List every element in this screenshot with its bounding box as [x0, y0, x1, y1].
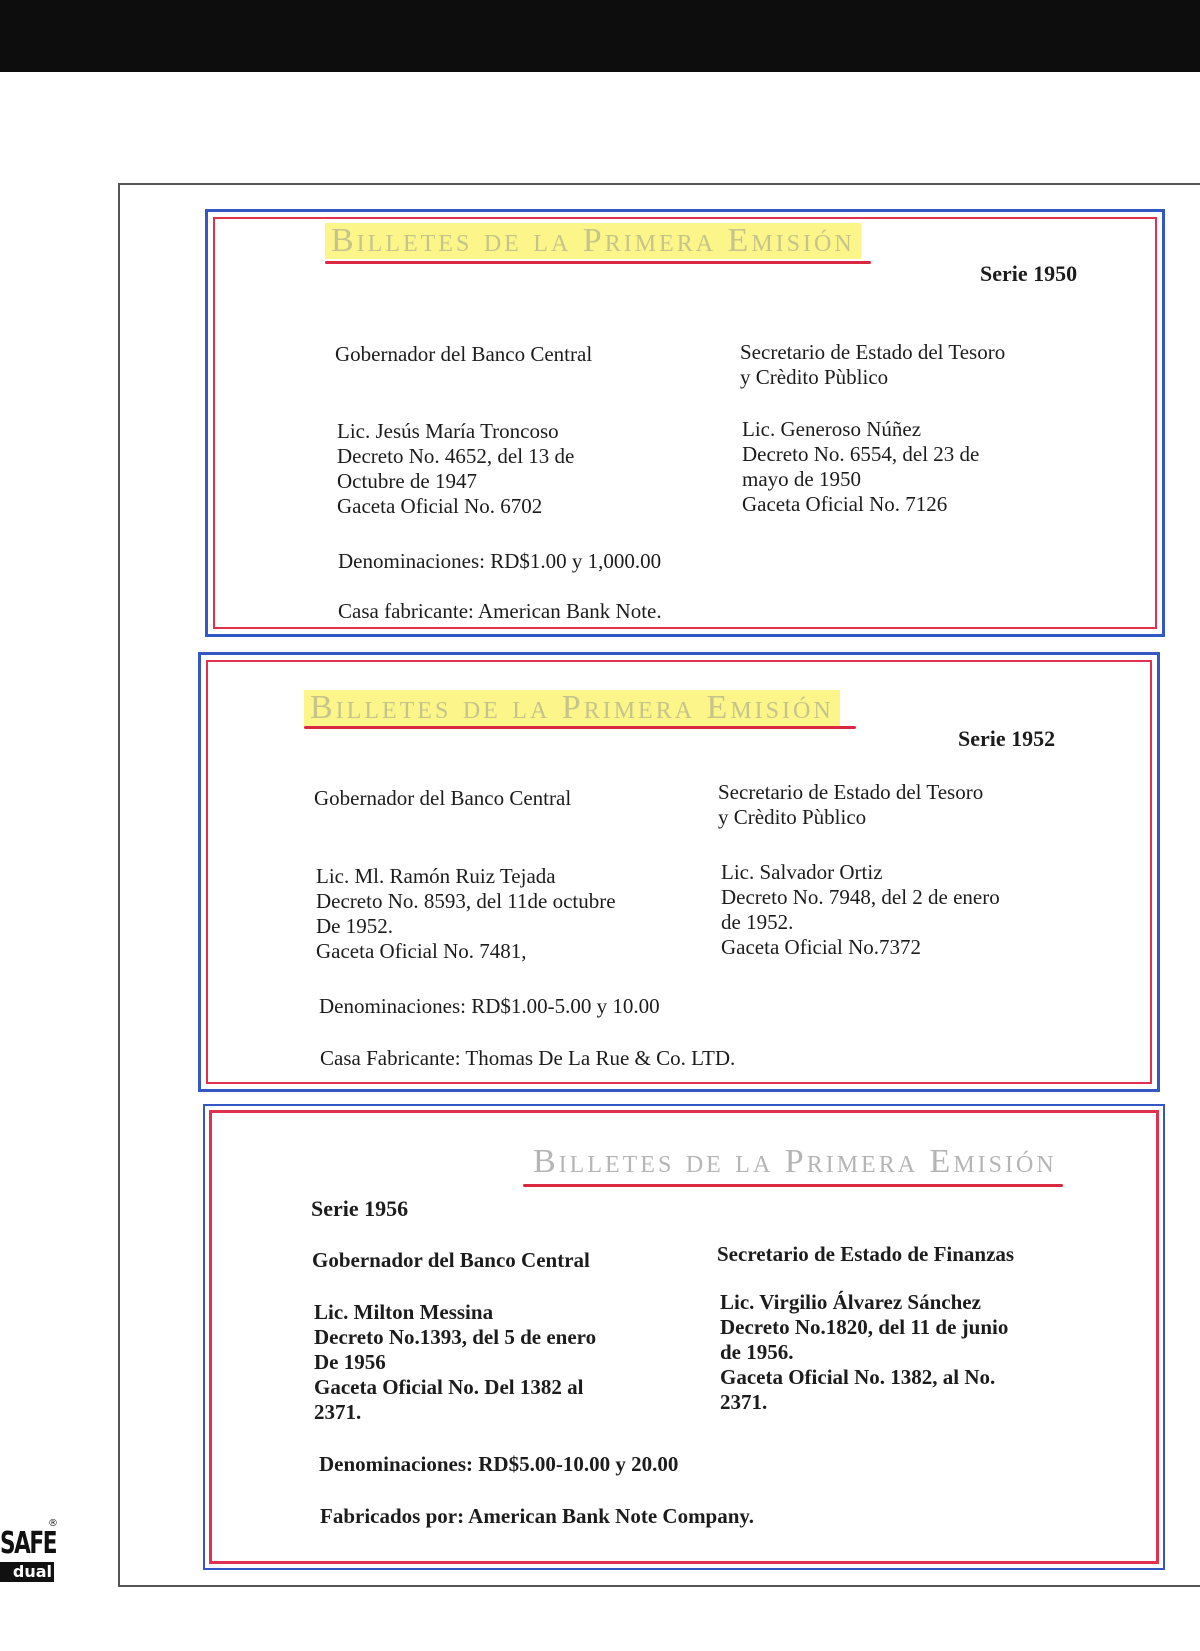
logo-mark: SAFE	[0, 1526, 57, 1561]
left-role: Gobernador del Banco Central	[335, 342, 593, 366]
left-line: Lic. Ml. Ramón Ruiz Tejada	[316, 864, 556, 888]
serie-label: Serie 1952	[958, 726, 1056, 751]
card-heading: Billetes de la Primera Emisión	[533, 1143, 1057, 1180]
denominaciones: Denominaciones: RD$1.00-5.00 y 10.00	[319, 994, 660, 1018]
right-line: Decreto No. 6554, del 23 de	[742, 442, 980, 466]
left-line: Octubre de 1947	[337, 469, 477, 493]
heading-underline	[325, 261, 871, 264]
left-line: Lic. Jesús María Troncoso	[337, 419, 559, 443]
card-heading: Billetes de la Primera Emisión	[304, 690, 840, 726]
card-serie-1950	[205, 209, 1165, 637]
right-line: 2371.	[720, 1390, 768, 1414]
left-line: Lic. Milton Messina	[314, 1300, 494, 1324]
right-line: de 1956.	[720, 1340, 794, 1364]
right-role: Secretario de Estado del Tesoro y Crèdito Pùblico	[740, 340, 1006, 389]
left-line: Gaceta Oficial No. 6702	[337, 494, 543, 518]
right-line: Lic. Salvador Ortiz	[721, 860, 883, 884]
serie-label: Serie 1956	[311, 1196, 409, 1221]
fabricante: Casa fabricante: American Bank Note.	[338, 599, 662, 623]
right-line: Gaceta Oficial No. 1382, al No.	[720, 1365, 996, 1389]
left-line: 2371.	[314, 1400, 362, 1424]
left-signatory-block	[316, 864, 616, 964]
right-role: Secretario de Estado del Tesoro y Crèdito Pùblico	[718, 780, 984, 829]
card-heading: Billetes de la Primera Emisión	[325, 223, 861, 259]
logo-sub: dual	[0, 1562, 54, 1582]
serie-label: Serie 1950	[980, 261, 1078, 286]
scanner-top-band	[0, 0, 1200, 72]
right-line: Gaceta Oficial No.7372	[721, 935, 922, 959]
right-line: Lic. Generoso Núñez	[742, 417, 922, 441]
left-role: Gobernador del Banco Central	[314, 786, 572, 810]
card-serie-1952	[198, 652, 1160, 1092]
fabricante: Casa Fabricante: Thomas De La Rue & Co. LTD.	[320, 1046, 736, 1070]
left-line: De 1956	[314, 1350, 386, 1374]
left-line: Decreto No. 4652, del 13 de	[337, 444, 575, 468]
left-role: Gobernador del Banco Central	[312, 1248, 590, 1272]
right-signatory-block	[720, 1290, 1008, 1415]
left-line: Gaceta Oficial No. 7481,	[316, 939, 527, 963]
right-signatory-block	[742, 417, 979, 517]
left-line: Decreto No. 8593, del 11de octubre	[316, 889, 616, 913]
left-line: Gaceta Oficial No. Del 1382 al	[314, 1375, 584, 1399]
right-line: Lic. Virgilio Álvarez Sánchez	[720, 1290, 981, 1314]
left-line: De 1952.	[316, 914, 393, 938]
right-line: mayo de 1950	[742, 467, 861, 491]
denominaciones: Denominaciones: RD$5.00-10.00 y 20.00	[319, 1452, 679, 1476]
logo-registered: ®	[48, 1518, 58, 1529]
heading-underline	[304, 726, 856, 729]
left-line: Decreto No.1393, del 5 de enero	[314, 1325, 597, 1349]
right-line: de 1952.	[721, 910, 794, 934]
safe-dual-logo	[0, 1518, 58, 1586]
right-line: Decreto No.1820, del 11 de junio	[720, 1315, 1009, 1339]
left-signatory-block	[337, 419, 574, 519]
denominaciones: Denominaciones: RD$1.00 y 1,000.00	[338, 549, 662, 573]
right-role: Secretario de Estado de Finanzas	[717, 1242, 1015, 1266]
card-serie-1956	[209, 1110, 1159, 1564]
right-line: Gaceta Oficial No. 7126	[742, 492, 948, 516]
fabricante: Fabricados por: American Bank Note Company.	[320, 1504, 755, 1528]
heading-underline	[523, 1184, 1063, 1187]
left-signatory-block	[314, 1300, 596, 1425]
right-line: Decreto No. 7948, del 2 de enero	[721, 885, 1000, 909]
right-signatory-block	[721, 860, 1000, 960]
